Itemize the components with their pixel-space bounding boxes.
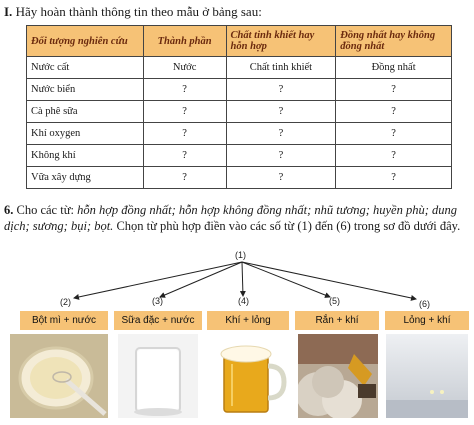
- table-cell: Không khí: [27, 145, 144, 167]
- table-cell: Chất tinh khiết: [226, 57, 336, 79]
- table-cell: ?: [226, 101, 336, 123]
- section-6-instruction: Chọn từ phù hợp điền vào các số từ (1) đến (6) trong sơ đồ dưới đây.: [116, 219, 461, 233]
- table-cell: Cà phê sữa: [27, 101, 144, 123]
- node-5-label: (5): [329, 296, 340, 306]
- table-cell: Khí oxygen: [27, 123, 144, 145]
- section-6-intro: Cho các từ:: [16, 203, 74, 217]
- header-component: Thành phần: [143, 26, 226, 57]
- table-cell: ?: [336, 145, 452, 167]
- table-cell: Nước: [143, 57, 226, 79]
- fog-image: [386, 334, 468, 418]
- table-cell: ?: [336, 123, 452, 145]
- table-cell: ?: [143, 79, 226, 101]
- section-6-terms: hỗn hợp đồng nhất; hỗn hợp không đồng nhất; nhũ tương; huyền phù; dung dịch; sương; bụi; bọt.: [4, 203, 457, 233]
- header-pure-or-mixture: Chất tinh khiết hay hỗn hợp: [226, 26, 336, 57]
- section-1-text: Hãy hoàn thành thông tin theo mẫu ở bảng sau:: [15, 4, 262, 19]
- table-cell: ?: [336, 101, 452, 123]
- section-1-number: I.: [4, 4, 13, 19]
- table-cell: Đồng nhất: [336, 57, 452, 79]
- category-liquid-gas: Lỏng + khí: [385, 311, 469, 330]
- table-cell: ?: [226, 123, 336, 145]
- dust-cloud-image: [298, 334, 378, 418]
- flour-batter-image: [10, 334, 108, 418]
- category-solid-gas: Rắn + khí: [295, 311, 379, 330]
- table-cell: ?: [226, 167, 336, 189]
- table-cell: ?: [336, 79, 452, 101]
- node-6-label: (6): [419, 299, 430, 309]
- table-cell: Vữa xây dựng: [27, 167, 144, 189]
- header-homogeneity: Đồng nhất hay không đồng nhất: [336, 26, 452, 57]
- category-flour-water: Bột mì + nước: [20, 311, 108, 330]
- node-4-label: (4): [238, 296, 249, 306]
- arrow-to-6: [242, 262, 416, 299]
- section-6-number: 6.: [4, 203, 14, 217]
- table-cell: ?: [143, 145, 226, 167]
- header-subject: Đối tượng nghiên cứu: [27, 26, 144, 57]
- arrow-to-4: [242, 262, 243, 296]
- table-cell: Nước biển: [27, 79, 144, 101]
- table-cell: ?: [143, 101, 226, 123]
- arrow-to-5: [242, 262, 330, 297]
- table-cell: ?: [226, 79, 336, 101]
- node-3-label: (3): [152, 296, 163, 306]
- table-cell: ?: [226, 145, 336, 167]
- beer-mug-image: [210, 334, 292, 418]
- table-cell: ?: [143, 167, 226, 189]
- milk-glass-image: [118, 334, 198, 418]
- category-milk-water: Sữa đặc + nước: [114, 311, 202, 330]
- table-cell: Nước cất: [27, 57, 144, 79]
- table-cell: ?: [143, 123, 226, 145]
- node-1-label: (1): [235, 250, 246, 260]
- arrow-to-3: [160, 262, 242, 297]
- node-2-label: (2): [60, 297, 71, 307]
- category-gas-liquid: Khí + lỏng: [207, 311, 289, 330]
- table-cell: ?: [336, 167, 452, 189]
- arrow-to-2: [74, 262, 242, 298]
